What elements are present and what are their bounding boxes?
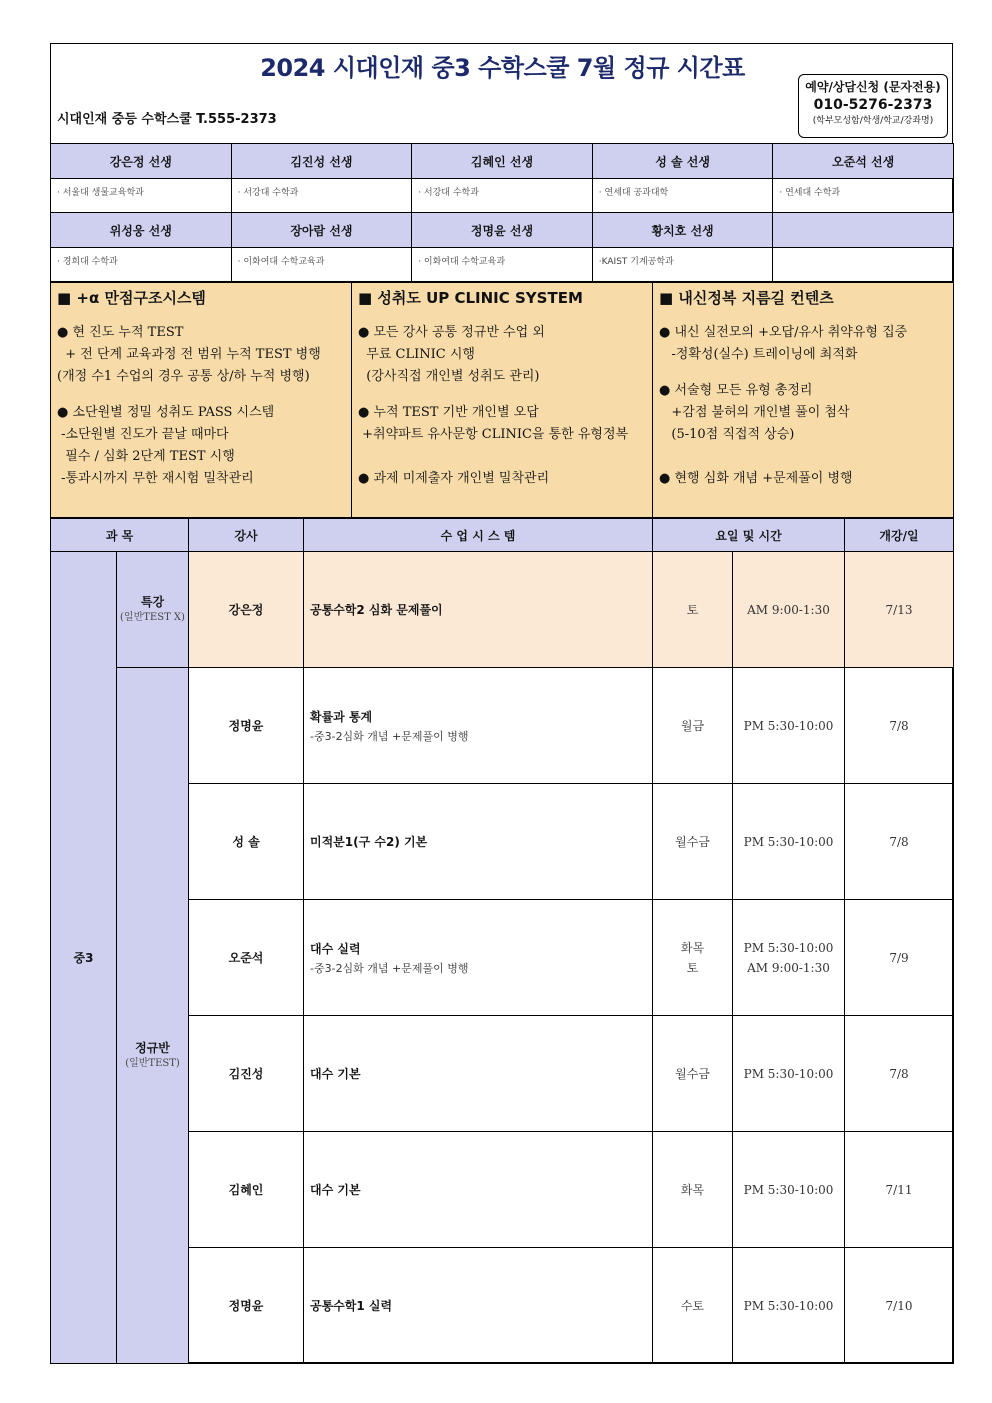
row-course xyxy=(304,1016,653,1132)
feature-line: ● 과제 미제출자 개인별 밀착관리 xyxy=(358,471,550,486)
reservation-box xyxy=(798,74,948,138)
teacher-education-empty xyxy=(773,248,954,282)
feature-panel xyxy=(352,283,653,518)
row-time: AM 9:00-1:30 xyxy=(733,552,845,668)
feature-panel xyxy=(51,283,352,518)
row-teacher: 정명윤 xyxy=(189,1248,304,1364)
teacher-education: · 연세대 공과대학 xyxy=(592,179,773,213)
row-course xyxy=(304,668,653,784)
course-desc: -중3-2심화 개념 +문제풀이 병행 xyxy=(310,961,469,975)
row-time: PM 5:30-10:00 xyxy=(733,784,845,900)
page-title: 2024 시대인재 중3 수학스쿨 7월 정규 시간표 xyxy=(260,54,745,82)
teacher-name: 정명윤 선생 xyxy=(412,213,593,248)
row-start: 7/9 xyxy=(845,900,954,1016)
row-days: 월금 xyxy=(653,668,733,784)
feature-line: -소단원별 진도가 끝날 때마다 xyxy=(57,427,229,442)
teacher-name: 김혜인 선생 xyxy=(412,144,593,179)
row-start: 7/8 xyxy=(845,668,954,784)
special-class-label: 특강 xyxy=(140,595,165,609)
regular-class-label: 정규반 xyxy=(135,1041,170,1055)
row-days: 월수금 xyxy=(653,1016,733,1132)
row-teacher: 강은정 xyxy=(189,552,304,668)
course-name: 대수 실력 xyxy=(310,941,361,956)
row-time: PM 5:30-10:00 AM 9:00-1:30 xyxy=(733,900,845,1016)
special-class-cell xyxy=(117,552,189,668)
academy-contact: 시대인재 중등 수학스쿨 T.555-2373 xyxy=(57,112,277,127)
feature-line: +감점 불허의 개인별 풀이 첨삭 xyxy=(659,405,850,420)
feature-line: ● 소단원별 정밀 성취도 PASS 시스템 xyxy=(57,405,275,420)
feature-line: 무료 CLINIC 시행 xyxy=(358,347,475,362)
feature-line: (개정 수1 수업의 경우 공통 상/하 누적 병행) xyxy=(57,369,310,384)
row-time: PM 5:30-10:00 xyxy=(733,1132,845,1248)
row-start: 7/11 xyxy=(845,1132,954,1248)
course-name: 공통수학1 실력 xyxy=(310,1299,393,1313)
grade-cell: 중3 xyxy=(51,552,117,1364)
teacher-education: · 서강대 수학과 xyxy=(412,179,593,213)
header-system: 수 업 시 스 템 xyxy=(304,519,653,552)
feature-line: ● 모든 강사 공통 정규반 수업 외 xyxy=(358,325,545,340)
feature-line: +취약파트 유사문항 CLINIC을 통한 유형정복 xyxy=(358,427,629,442)
feature-body xyxy=(358,322,646,490)
teacher-name: 장아람 선생 xyxy=(231,213,412,248)
teacher-name: 김진성 선생 xyxy=(231,144,412,179)
row-days: 수토 xyxy=(653,1248,733,1364)
feature-line: ● 현 진도 누적 TEST xyxy=(57,325,184,340)
schedule-row xyxy=(51,668,954,784)
header-subject: 과 목 xyxy=(51,519,189,552)
special-class-sub: (일반TEST X) xyxy=(120,612,185,623)
regular-class-sub: (일반TEST) xyxy=(125,1058,180,1069)
course-name: 대수 기본 xyxy=(310,1183,361,1197)
header-time: 요일 및 시간 xyxy=(653,519,845,552)
row-days: 월수금 xyxy=(653,784,733,900)
feature-line: -통과시까지 무한 재시험 밀착관리 xyxy=(57,471,254,486)
reservation-phone[interactable]: 010-5276-2373 xyxy=(813,97,933,113)
feature-line: (5-10점 직접적 상승) xyxy=(659,427,795,442)
course-name: 확률과 통계 xyxy=(310,709,373,724)
header-start: 개강/일 xyxy=(845,519,954,552)
row-teacher: 김진성 xyxy=(189,1016,304,1132)
row-course xyxy=(304,552,653,668)
feature-panel xyxy=(653,283,954,518)
teacher-name: 위성웅 선생 xyxy=(51,213,232,248)
feature-heading: ■ +α 만점구조시스템 xyxy=(57,289,206,307)
row-course xyxy=(304,900,653,1016)
reservation-note: (학부모성함/학생/학교/강좌명) xyxy=(812,116,934,126)
course-name: 공통수학2 심화 문제풀이 xyxy=(310,603,443,617)
row-teacher: 김혜인 xyxy=(189,1132,304,1248)
teacher-education: · 이화여대 수학교육과 xyxy=(231,248,412,282)
row-days: 토 xyxy=(653,552,733,668)
row-course xyxy=(304,784,653,900)
feature-heading: ■ 내신정복 지름길 컨텐츠 xyxy=(659,289,834,307)
course-name: 미적분1(구 수2) 기본 xyxy=(310,835,428,849)
teacher-name-empty xyxy=(773,213,954,248)
teacher-education: · 이화여대 수학교육과 xyxy=(412,248,593,282)
teacher-name: 성 솔 선생 xyxy=(592,144,773,179)
feature-line: + 전 단계 교육과정 전 범위 누적 TEST 병행 xyxy=(57,347,321,362)
row-teacher: 정명윤 xyxy=(189,668,304,784)
row-time: PM 5:30-10:00 xyxy=(733,1016,845,1132)
teacher-table xyxy=(50,143,954,282)
row-teacher: 성 솔 xyxy=(189,784,304,900)
feature-line: ● 내신 실전모의 +오답/유사 취약유형 집중 xyxy=(659,325,908,340)
row-days: 화목 토 xyxy=(653,900,733,1016)
teacher-education: · 서울대 생물교육학과 xyxy=(51,179,232,213)
feature-line: ● 서술형 모든 유형 총정리 xyxy=(659,383,813,398)
feature-heading: ■ 성취도 UP CLINIC SYSTEM xyxy=(358,289,583,307)
header-teacher: 강사 xyxy=(189,519,304,552)
schedule-row xyxy=(51,552,954,668)
teacher-education: · 서강대 수학과 xyxy=(231,179,412,213)
reservation-label: 예약/상담신청 (문자전용) xyxy=(805,80,941,94)
row-course xyxy=(304,1248,653,1364)
teacher-education: · 연세대 수학과 xyxy=(773,179,954,213)
row-days: 화목 xyxy=(653,1132,733,1248)
schedule-table xyxy=(50,518,954,1364)
feature-line: ● 누적 TEST 기반 개인별 오답 xyxy=(358,405,539,420)
feature-body xyxy=(659,322,947,490)
feature-line: (강사직접 개인별 성취도 관리) xyxy=(358,369,540,384)
row-start: 7/10 xyxy=(845,1248,954,1364)
row-teacher: 오준석 xyxy=(189,900,304,1016)
feature-line xyxy=(659,446,947,468)
teacher-name: 강은정 선생 xyxy=(51,144,232,179)
regular-class-cell xyxy=(117,668,189,1364)
teacher-name: 황치호 선생 xyxy=(592,213,773,248)
feature-line: 필수 / 심화 2단계 TEST 시행 xyxy=(57,449,235,464)
row-start: 7/13 xyxy=(845,552,954,668)
feature-line xyxy=(358,446,646,468)
features-table xyxy=(50,282,954,518)
feature-line: -정확성(실수) 트레이닝에 최적화 xyxy=(659,347,858,362)
feature-body xyxy=(57,322,345,490)
timetable-frame xyxy=(50,43,953,1363)
row-time: PM 5:30-10:00 xyxy=(733,1248,845,1364)
course-name: 대수 기본 xyxy=(310,1067,361,1081)
teacher-education: · 경희대 수학과 xyxy=(51,248,232,282)
row-start: 7/8 xyxy=(845,784,954,900)
teacher-name: 오준석 선생 xyxy=(773,144,954,179)
feature-line: ● 현행 심화 개념 +문제풀이 병행 xyxy=(659,471,853,486)
row-time: PM 5:30-10:00 xyxy=(733,668,845,784)
teacher-education: ·KAIST 기계공학과 xyxy=(592,248,773,282)
row-course xyxy=(304,1132,653,1248)
course-desc: -중3-2심화 개념 +문제풀이 병행 xyxy=(310,729,469,743)
row-start: 7/8 xyxy=(845,1016,954,1132)
